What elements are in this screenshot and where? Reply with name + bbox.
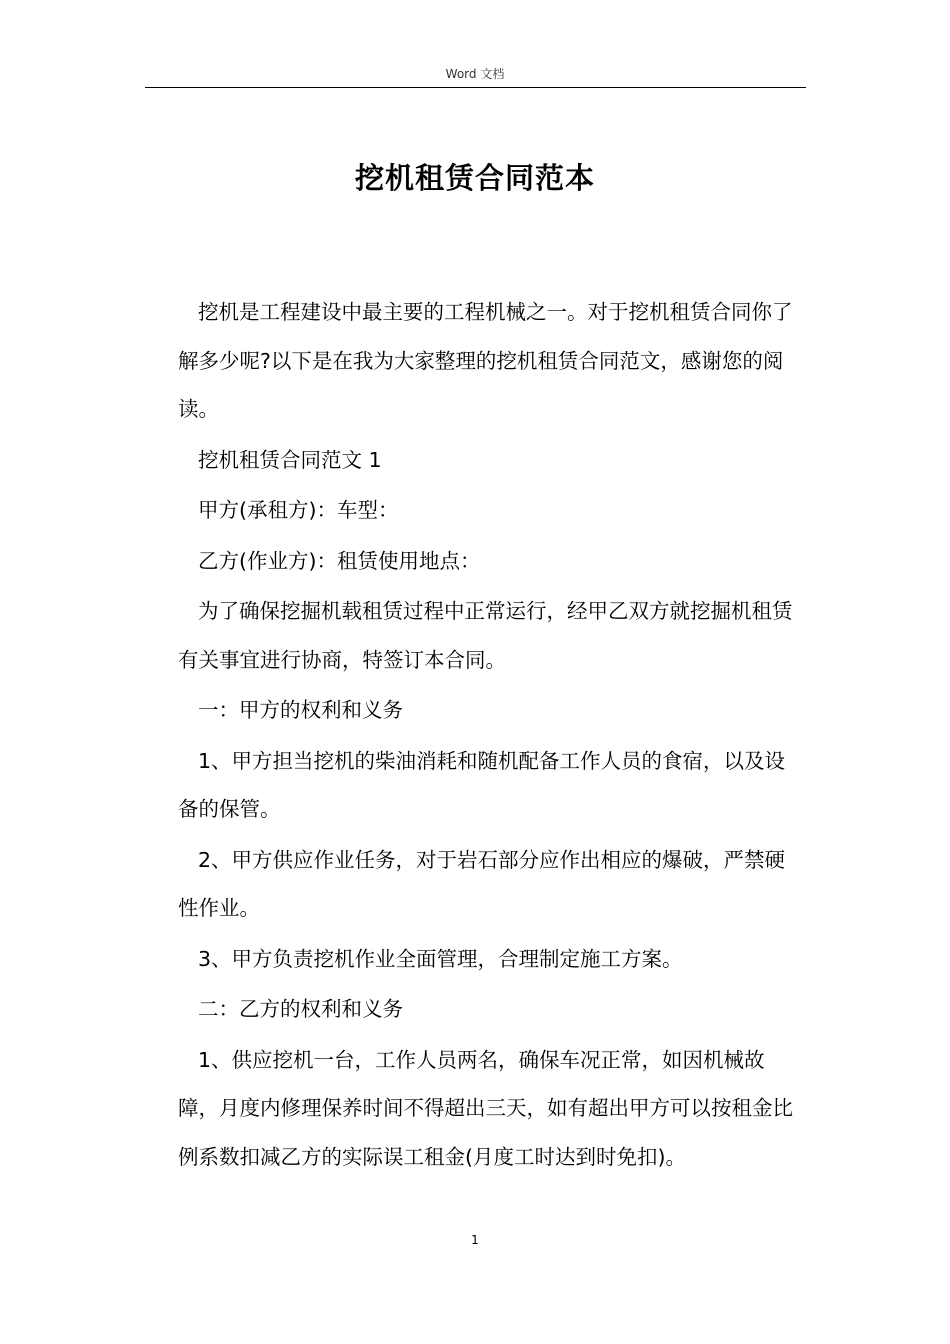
page-header-label: Word 文档 xyxy=(445,67,505,81)
section-heading-party-b: 二：乙方的权利和义务 xyxy=(198,997,403,1021)
header-divider xyxy=(145,87,806,88)
section-heading-sample-1: 挖机租赁合同范文 1 xyxy=(198,447,382,472)
page-number: 1 xyxy=(471,1233,479,1247)
party-a-line: 甲方(承租方)：车型： xyxy=(198,498,399,522)
document-body xyxy=(178,288,802,1183)
party-a-clause-1: 1、甲方担当挖机的柴油消耗和随机配备工作人员的食宿，以及设备的保管。 xyxy=(178,748,786,821)
party-a-clause-3: 3、甲方负责挖机作业全面管理，合理制定施工方案。 xyxy=(198,946,683,971)
party-b-clause-1: 1、供应挖机一台，工作人员两名，确保车况正常，如因机械故障，月度内修理保养时间不得超出三天，如有超出甲方可以按租金比例系数扣减乙方的实际误工租金(月度工时达到时免扣)。 xyxy=(178,1047,793,1169)
party-a-clause-2: 2、甲方供应作业任务，对于岩石部分应作出相应的爆破，严禁硬性作业。 xyxy=(178,847,786,920)
document-title: 挖机租赁合同范本 xyxy=(354,161,595,195)
section-heading-party-a: 一：甲方的权利和义务 xyxy=(198,698,403,722)
party-b-line: 乙方(作业方)：租赁使用地点： xyxy=(198,548,481,573)
intro-paragraph: 挖机是工程建设中最主要的工程机械之一。对于挖机租赁合同你了解多少呢?以下是在我为大家整理的挖机租赁合同范文，感谢您的阅读。 xyxy=(178,300,793,421)
purpose-paragraph: 为了确保挖掘机载租赁过程中正常运行，经甲乙双方就挖掘机租赁有关事宜进行协商，特签订本合同。 xyxy=(178,599,793,672)
